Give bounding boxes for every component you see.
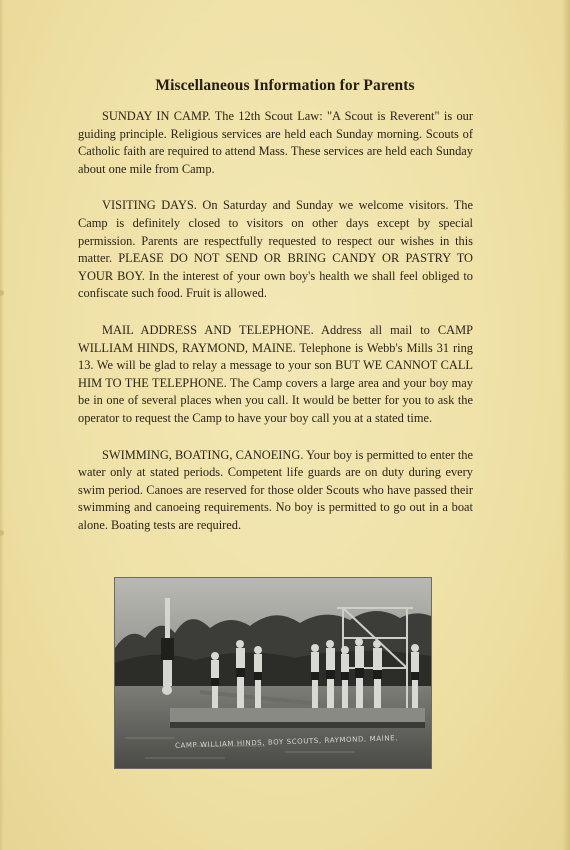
body-text xyxy=(78,108,473,553)
paragraph-mail-address: MAIL ADDRESS AND TELEPHONE. Address all mail to CAMP WILLIAM HINDS, RAYMOND, MAINE. Telephone is Webb's Mills 31 ring 13. We will be glad to relay a message to your son BUT WE CANNOT CALL HIM TO THE TELEPHONE. The Camp covers a large area and your boy may be in one of several places when you call. It would be better for you to ask the operator to request the Camp to have your boy call you at a stated time. xyxy=(78,322,473,425)
page-title: Miscellaneous Information for Parents xyxy=(155,77,415,94)
paragraph-visiting-days: VISITING DAYS. On Saturday and Sunday we welcome visitors. The Camp is definitely closed to visitors on other days except by special permission. Parents are respectfully requested to respect our wishes in this matter. PLEASE DO NOT SEND OR BRING CANDY OR PASTRY TO YOUR BOY. In the interest of your own boy's health we shall feel obliged to confiscate such food. Fruit is allowed. xyxy=(78,198,473,301)
page-right-edge xyxy=(562,0,570,850)
photo-dock-shadow xyxy=(170,722,425,728)
camp-photo xyxy=(114,577,432,769)
photo-caption: CAMP WILLIAM HINDS, BOY SCOUTS, RAYMOND, MAINE. xyxy=(174,734,399,750)
page-left-edge xyxy=(0,0,4,850)
paragraph-sunday-in-camp: SUNDAY IN CAMP. The 12th Scout Law: "A Scout is Reverent" is our guiding principle. Religious services are held each Sunday morning. Scouts of Catholic faith are required to attend Mass. These services are held each Sunday about one mile from Camp. xyxy=(78,109,473,176)
paragraph-swimming: SWIMMING, BOATING, CANOEING. Your boy is permitted to enter the water only at stated periods. Competent life guards are on duty during every swim period. Canoes are reserved for those older Scouts who have passed their swimming and canoeing requirements. No boy is permitted to go out in a boat alone. Boating tests are required. xyxy=(78,447,473,532)
photo-dock xyxy=(170,708,425,722)
